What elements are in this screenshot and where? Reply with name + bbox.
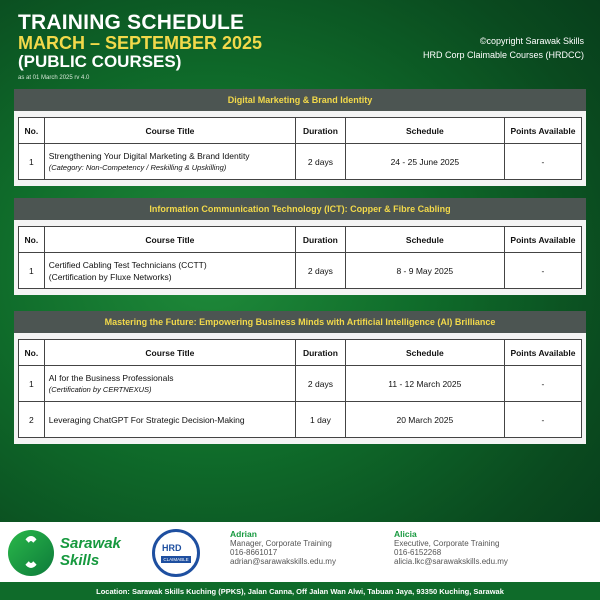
table-header-row <box>19 227 582 253</box>
course-title: AI for the Business Professionals <box>48 372 174 383</box>
course-points: - <box>504 253 581 289</box>
contact-email[interactable]: alicia.lkc@sarawakskills.edu.my <box>394 557 508 566</box>
date-range-title: MARCH – SEPTEMBER 2025 <box>18 33 263 53</box>
hrdc-note: HRD Corp Claimable Courses (HRDCC) <box>422 50 584 60</box>
contact-role: Executive, Corporate Training <box>394 539 500 548</box>
row-no: 1 <box>19 144 45 180</box>
contact-adrian <box>230 530 350 566</box>
course-title-cell <box>44 366 295 402</box>
course-schedule: 20 March 2025 <box>345 402 504 438</box>
col-duration: Duration <box>296 340 346 366</box>
col-no: No. <box>19 118 45 144</box>
table-row <box>19 402 582 438</box>
course-title-cell <box>44 402 295 438</box>
col-no: No. <box>19 227 45 253</box>
section-heading: Mastering the Future: Empowering Business Minds with Artificial Intelligence (AI) Brilliance <box>14 311 586 333</box>
contact-phone[interactable]: 016-8661017 <box>230 548 278 557</box>
course-type-title: (PUBLIC COURSES) <box>18 52 182 71</box>
hrd-corp-claimable-logo-icon <box>152 529 200 577</box>
row-no: 1 <box>19 366 45 402</box>
course-points: - <box>504 366 581 402</box>
course-duration: 2 days <box>296 144 346 180</box>
section-ai-business <box>14 311 586 444</box>
course-schedule: 8 - 9 May 2025 <box>345 253 504 289</box>
section-heading: Digital Marketing & Brand Identity <box>14 89 586 111</box>
contact-email[interactable]: adrian@sarawakskills.edu.my <box>230 557 336 566</box>
row-no: 1 <box>19 253 45 289</box>
course-schedule: 11 - 12 March 2025 <box>345 366 504 402</box>
course-title-cell <box>44 144 295 180</box>
table-row <box>19 253 582 289</box>
col-no: No. <box>19 340 45 366</box>
course-duration: 1 day <box>296 402 346 438</box>
course-duration: 2 days <box>296 253 346 289</box>
table-row <box>19 144 582 180</box>
brand-line1: Sarawak <box>60 535 121 552</box>
course-subtitle: (Category: Non-Competency / Reskilling & Upskilling) <box>48 162 227 172</box>
contact-alicia <box>394 530 534 566</box>
course-schedule: 24 - 25 June 2025 <box>345 144 504 180</box>
section-ict-cabling <box>14 198 586 295</box>
course-subtitle: (Certification by CERTNEXUS) <box>48 384 152 394</box>
brand-name <box>60 535 121 569</box>
col-title: Course Title <box>44 227 295 253</box>
location-bar: Location: Sarawak Skills Kuching (PPKS), Jalan Canna, Off Jalan Wan Alwi, Tabuan Jaya, 93350 Kuching, Sarawak <box>0 582 600 600</box>
col-points: Points Available <box>504 227 581 253</box>
page-title: TRAINING SCHEDULE <box>18 11 245 34</box>
course-title: Strengthening Your Digital Marketing & Brand Identity <box>48 150 250 161</box>
row-no: 2 <box>19 402 45 438</box>
col-title: Course Title <box>44 340 295 366</box>
col-schedule: Schedule <box>345 340 504 366</box>
hrd-logo-band: CLAIMABLE <box>161 556 191 563</box>
copyright-block <box>423 34 584 62</box>
course-duration: 2 days <box>296 366 346 402</box>
sarawak-skills-logo-icon <box>8 530 54 576</box>
table-row <box>19 366 582 402</box>
col-duration: Duration <box>296 118 346 144</box>
revision-note: as at 01 March 2025 rv 4.0 <box>18 75 90 81</box>
contact-name: Adrian <box>230 529 257 539</box>
section-heading: Information Communication Technology (ICT): Copper & Fibre Cabling <box>14 198 586 220</box>
col-schedule: Schedule <box>345 227 504 253</box>
section-digital-marketing <box>14 89 586 186</box>
contact-name: Alicia <box>394 529 417 539</box>
footer <box>0 522 600 582</box>
course-table <box>18 226 582 289</box>
course-subtitle: (Certification by Fluxe Networks) <box>48 271 172 282</box>
page-header <box>18 12 262 81</box>
col-points: Points Available <box>504 340 581 366</box>
col-title: Course Title <box>44 118 295 144</box>
course-title: Certified Cabling Test Technicians (CCTT) <box>48 259 207 270</box>
col-schedule: Schedule <box>345 118 504 144</box>
course-points: - <box>504 402 581 438</box>
course-table <box>18 339 582 438</box>
table-header-row <box>19 118 582 144</box>
course-title-cell <box>44 253 295 289</box>
col-points: Points Available <box>504 118 581 144</box>
hrd-logo-text: HRD <box>162 543 182 553</box>
col-duration: Duration <box>296 227 346 253</box>
course-table <box>18 117 582 180</box>
course-points: - <box>504 144 581 180</box>
copyright-text: ©copyright Sarawak Skills <box>479 36 584 46</box>
contact-phone[interactable]: 016-6152268 <box>394 548 442 557</box>
contact-role: Manager, Corporate Training <box>230 539 332 548</box>
brand-line2: Skills <box>60 552 100 569</box>
table-header-row <box>19 340 582 366</box>
course-title: Leveraging ChatGPT For Strategic Decision-Making <box>48 414 245 425</box>
